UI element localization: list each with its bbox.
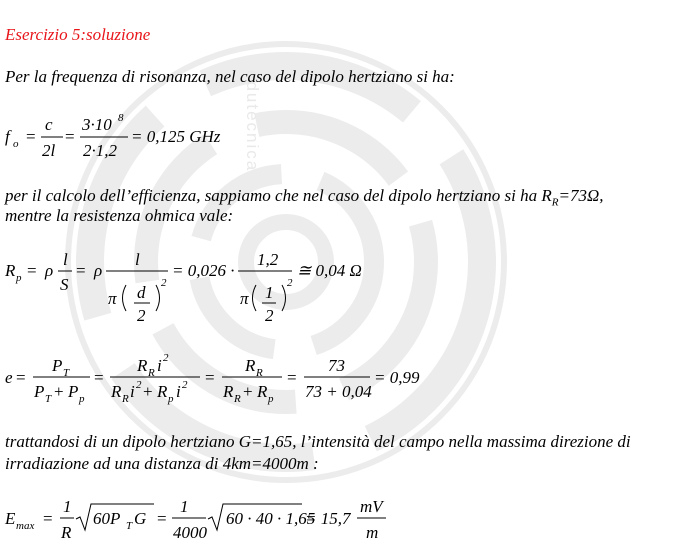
svg-text:+: + (243, 382, 253, 401)
svg-text:4000: 4000 (173, 523, 207, 542)
svg-text:π: π (240, 289, 249, 308)
svg-text:p: p (168, 393, 174, 405)
svg-text:m: m (366, 523, 379, 542)
svg-text:= 15,7: = 15,7 (305, 509, 351, 528)
svg-text:E: E (5, 509, 16, 528)
svg-text:60 · 40 · 1,65: 60 · 40 · 1,65 (226, 509, 316, 528)
svg-text:1: 1 (63, 497, 72, 516)
equation-max-field (0, 492, 400, 546)
svg-text:p: p (16, 272, 22, 284)
svg-text:P: P (34, 382, 45, 401)
svg-text:R: R (111, 382, 122, 401)
svg-text:R: R (256, 367, 263, 379)
svg-text:2: 2 (137, 306, 146, 325)
svg-text:R: R (257, 382, 268, 401)
svg-text:i: i (157, 356, 162, 375)
svg-text:c: c (45, 115, 53, 134)
paragraph-field-intensity-line2: irradiazione ad una distanza di 4km=4000m : (5, 454, 319, 473)
svg-text:T: T (63, 367, 70, 379)
svg-text:=: = (26, 127, 36, 146)
svg-text:G: G (134, 509, 147, 528)
svg-text:= 0,99: = 0,99 (374, 368, 420, 387)
svg-text:=: = (43, 509, 53, 528)
equation-ohmic-resistance (0, 244, 380, 334)
svg-text:≅ 0,04 Ω: ≅ 0,04 Ω (297, 261, 362, 280)
svg-text:2: 2 (287, 277, 293, 289)
equation-resonance-frequency (0, 108, 260, 168)
svg-text:R: R (148, 367, 155, 379)
svg-text:S: S (60, 275, 69, 294)
svg-text:73 + 0,04: 73 + 0,04 (305, 382, 372, 401)
svg-text:= 0,026 ·: = 0,026 · (172, 261, 235, 280)
svg-text:R: R (234, 393, 241, 405)
svg-text:T: T (126, 520, 133, 532)
svg-text:ρ: ρ (94, 261, 103, 280)
svg-text:+: + (143, 382, 153, 401)
svg-text:1: 1 (265, 283, 274, 302)
svg-text:P: P (68, 382, 79, 401)
svg-text:8: 8 (118, 112, 124, 124)
svg-text:R: R (245, 356, 256, 375)
svg-text:P: P (52, 356, 63, 375)
svg-text:p: p (79, 393, 85, 405)
svg-text:2: 2 (136, 379, 142, 391)
svg-text:1: 1 (180, 497, 189, 516)
svg-text:2: 2 (161, 277, 167, 289)
svg-text:ρ: ρ (45, 261, 54, 280)
svg-text:d: d (137, 283, 146, 302)
svg-text:π: π (108, 289, 117, 308)
svg-text:=: = (27, 261, 37, 280)
svg-text:e: e (5, 368, 13, 387)
svg-text:R: R (122, 393, 129, 405)
svg-text:R: R (61, 523, 72, 542)
svg-text:l: l (135, 250, 140, 269)
svg-text:T: T (45, 393, 52, 405)
exercise-title: Esercizio 5:soluzione (5, 25, 151, 44)
svg-text:o: o (13, 138, 19, 150)
svg-text:R: R (137, 356, 148, 375)
svg-text:p: p (268, 393, 274, 405)
paragraph-efficiency: per il calcolo dell’efficienza, sappiamo che nel caso del dipolo hertziano si ha $R_R=73\Omega$, (5, 186, 604, 209)
svg-text:f: f (5, 127, 10, 146)
svg-text:=: = (205, 368, 215, 387)
svg-text:=: = (94, 368, 104, 387)
svg-text:l: l (63, 250, 68, 269)
svg-text:R: R (223, 382, 234, 401)
svg-text:1,2: 1,2 (257, 250, 279, 269)
svg-text:73: 73 (328, 356, 345, 375)
svg-text:=: = (287, 368, 297, 387)
svg-text:3·10: 3·10 (82, 115, 112, 134)
svg-text:max: max (16, 520, 35, 532)
svg-text:i: i (176, 382, 181, 401)
svg-text:mV: mV (360, 497, 383, 516)
svg-text:=: = (16, 368, 26, 387)
svg-text:2: 2 (163, 352, 169, 364)
svg-text:60P: 60P (93, 509, 121, 528)
watermark-text: edutecnica (243, 70, 262, 173)
svg-text:= 0,125 GHz: = 0,125 GHz (131, 127, 221, 146)
svg-text:+: + (54, 382, 64, 401)
svg-text:2: 2 (265, 306, 274, 325)
equation-efficiency (0, 352, 440, 412)
paragraph-efficiency-line2: mentre la resistenza ohmica vale: (5, 206, 234, 225)
svg-text:=: = (76, 261, 86, 280)
paragraph-frequency: Per la frequenza di risonanza, nel caso del dipolo hertziano si ha: (5, 67, 455, 86)
svg-text:2l: 2l (42, 141, 56, 160)
svg-text:=: = (65, 127, 75, 146)
svg-text:i: i (130, 382, 135, 401)
svg-text:2·1,2: 2·1,2 (83, 141, 117, 160)
paragraph-field-intensity: trattandosi di un dipolo hertziano G=1,65, l’intensità del campo nella massima direzione di (5, 432, 631, 451)
svg-text:R: R (5, 261, 16, 280)
svg-text:=: = (157, 509, 167, 528)
svg-text:2: 2 (182, 379, 188, 391)
svg-text:R: R (157, 382, 168, 401)
